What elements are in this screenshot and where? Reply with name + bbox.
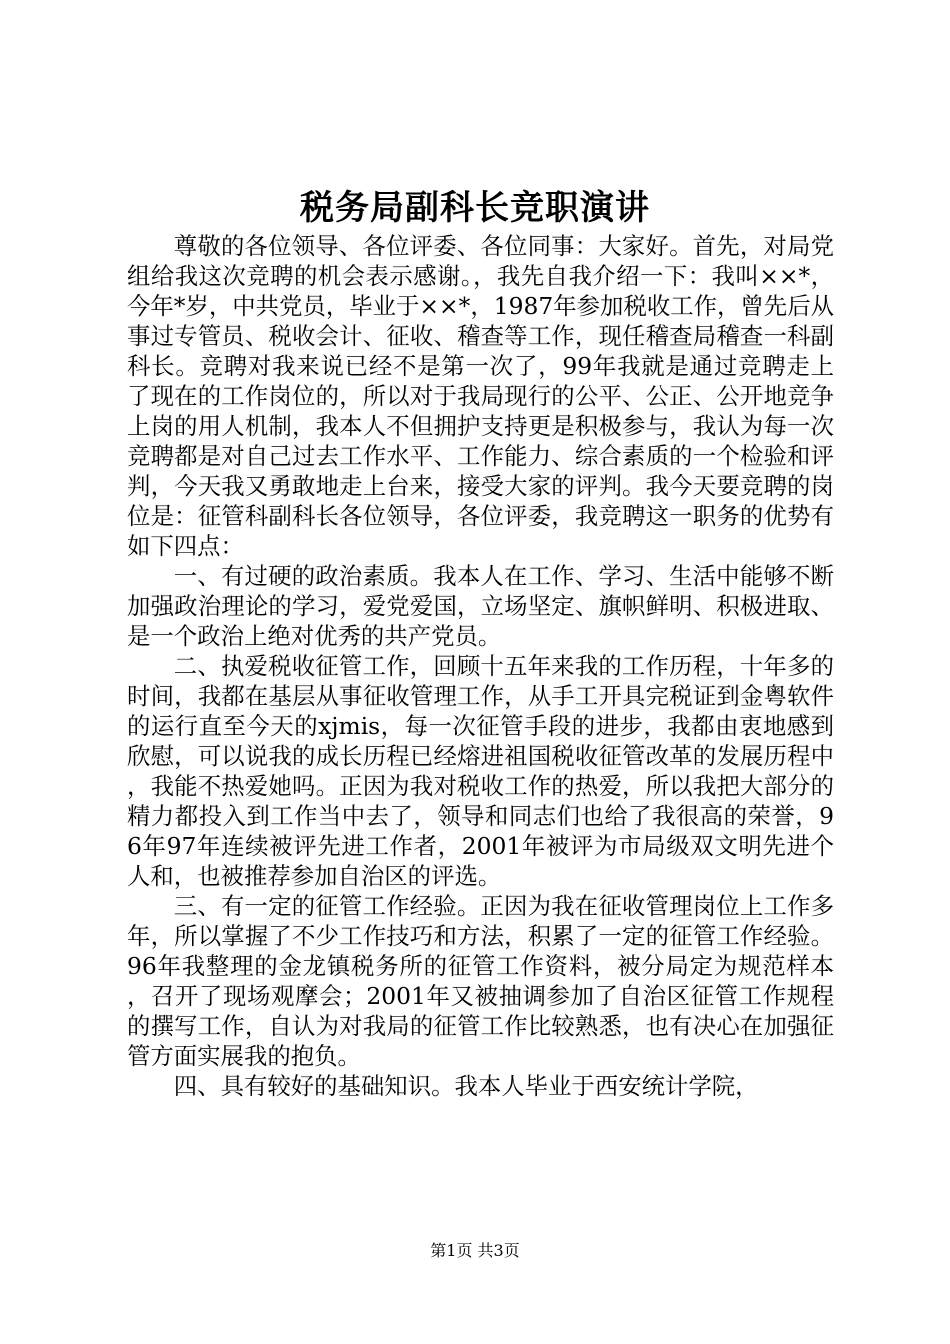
document-title: 税务局副科长竞职演讲 (300, 188, 650, 228)
page-number-footer: 第1页 共3页 (430, 1241, 520, 1260)
paragraph-point-2: 二、执爱税收征管工作，回顾十五年来我的工作历程，十年多的时间，我都在基层从事征收管理工作，从手工开具完税证到金粤软件的运行直至今天的xjmis，每一次征管手段的进步，我都由衷地感到欣慰，可以说我的成长历程已经熔进祖国税收征管改革的发展历程中，我能不热爱她吗。正因为我对税收工作的热爱，所以我把大部分的精力都投入到工作当中去了，领导和同志们也给了我很高的荣誉，96年97年连续被评先进工作者，2001年被评为市局级双文明先进个人和，也被推荐参加自治区的评选。 (127, 652, 834, 890)
paragraph-point-1: 一、有过硬的政治素质。我本人在工作、学习、生活中能够不断加强政治理论的学习，爱党爱国，立场坚定、旗帜鲜明、积极进取、是一个政治上绝对优秀的共产党员。 (127, 562, 834, 650)
paragraph-point-4: 四、具有较好的基础知识。我本人毕业于西安统计学院， (173, 1072, 759, 1100)
paragraph-intro: 尊敬的各位领导、各位评委、各位同事：大家好。首先，对局党组给我这次竞聘的机会表示感谢。，我先自我介绍一下：我叫××*，今年*岁，中共党员，毕业于××*，1987年参加税收工作，曾先后从事过专管员、税收会计、征收、稽查等工作，现任稽查局稽查一科副科长。竞聘对我来说已经不是第一次了，99年我就是通过竞聘走上了现在的工作岗位的，所以对于我局现行的公平、公正、公开地竞争上岗的用人机制，我本人不但拥护支持更是积极参与，我认为每一次竞聘都是对自己过去工作水平、工作能力、综合素质的一个检验和评判，今天我又勇敢地走上台来，接受大家的评判。我今天要竞聘的岗位是：征管科副科长各位领导，各位评委，我竞聘这一职务的优势有如下四点： (127, 232, 834, 560)
paragraph-point-3: 三、有一定的征管工作经验。正因为我在征收管理岗位上工作多年，所以掌握了不少工作技巧和方法，积累了一定的征管工作经验。96年我整理的金龙镇税务所的征管工作资料，被分局定为规范样本，召开了现场观摩会；2001年又被抽调参加了自治区征管工作规程的撰写工作，自认为对我局的征管工作比较熟悉，也有决心在加强征管方面实展我的抱负。 (127, 892, 834, 1070)
document-body (127, 231, 834, 1101)
